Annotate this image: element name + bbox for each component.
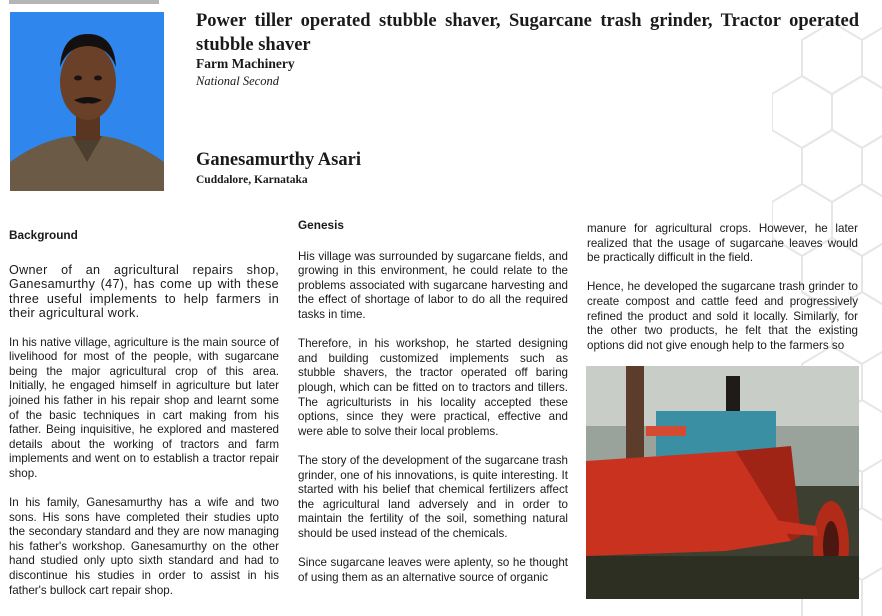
paragraph: In his family, Ganesamurthy has a wife and two sons. His sons have completed their studies upto the secondary standard and they are now managing his father's workshop. Ganesamurthy on the other hand studied only upto sixth standard and had to discontinue his studies in order to assist in his father's bullock cart repair shop.: [9, 496, 279, 597]
paragraph: manure for agricultural crops. However, he later realized that the usage of sugarcane leaves would be practically difficult in the field.: [587, 222, 858, 265]
innovator-location: Cuddalore, Karnataka: [196, 174, 308, 186]
paragraph: His village was surrounded by sugarcane fields, and growing in this environment, he could relate to the problems associated with sugarcane harvesting and the effect of shortage of labor to do all the required tasks in time.: [298, 249, 568, 321]
paragraph: In his native village, agriculture is the main source of livelihood for most of the people, with sugarcane being the major agricultural crop of this area. Initially, he engaged himself in agriculture but later joined his father in his repair shop and learnt some of the basic techniques in cart making from his father. Being inquisitive, he explored and mastered details about the working of tractors and farm implements and went on to establish a tractor repair shop.: [9, 335, 279, 480]
category-label: Farm Machinery: [196, 56, 295, 71]
continued-column: [587, 222, 858, 368]
machine-photo: [586, 366, 859, 599]
paragraph: Owner of an agricultural repairs shop, Ganesamurthy (47), has come up with these three useful implements to help farmers in their agricultural work.: [9, 262, 279, 321]
top-accent-bar: [9, 0, 159, 4]
paragraph: Therefore, in his workshop, he started designing and building customized implements such as stubble shavers, the tractor operated off baring plough, which can be fitted on to tractors and tillers. The agriculturists in his locality accepted these options, since they were practical, effective and were able to solve their local problems.: [298, 337, 568, 438]
background-heading: Background: [9, 228, 78, 242]
paragraph: Since sugarcane leaves were aplenty, so he thought of using them as an alternative source of organic: [298, 556, 568, 584]
background-column: [9, 228, 279, 613]
paragraph: Hence, he developed the sugarcane trash grinder to create compost and cattle feed and progressively refined the product and sold it locally. Similarly, for the other two products, he felt that the existing options did not give enough help to the farmers so: [587, 280, 858, 352]
page-title: Power tiller operated stubble shaver, Sugarcane trash grinder, Tractor operated stubble shaver: [196, 11, 859, 55]
innovator-name: Ganesamurthy Asari: [196, 150, 361, 170]
genesis-column: [298, 218, 568, 600]
award-label: National Second: [196, 74, 279, 88]
genesis-heading: Genesis: [298, 218, 344, 232]
paragraph: The story of the development of the sugarcane trash grinder, one of his innovations, is quite interesting. It started with his belief that chemical fertilizers affect the agricultural land adversely and in order to maintain the fertility of the soil, something natural should be used instead of the chemicals.: [298, 453, 568, 540]
portrait-photo: [10, 12, 164, 191]
